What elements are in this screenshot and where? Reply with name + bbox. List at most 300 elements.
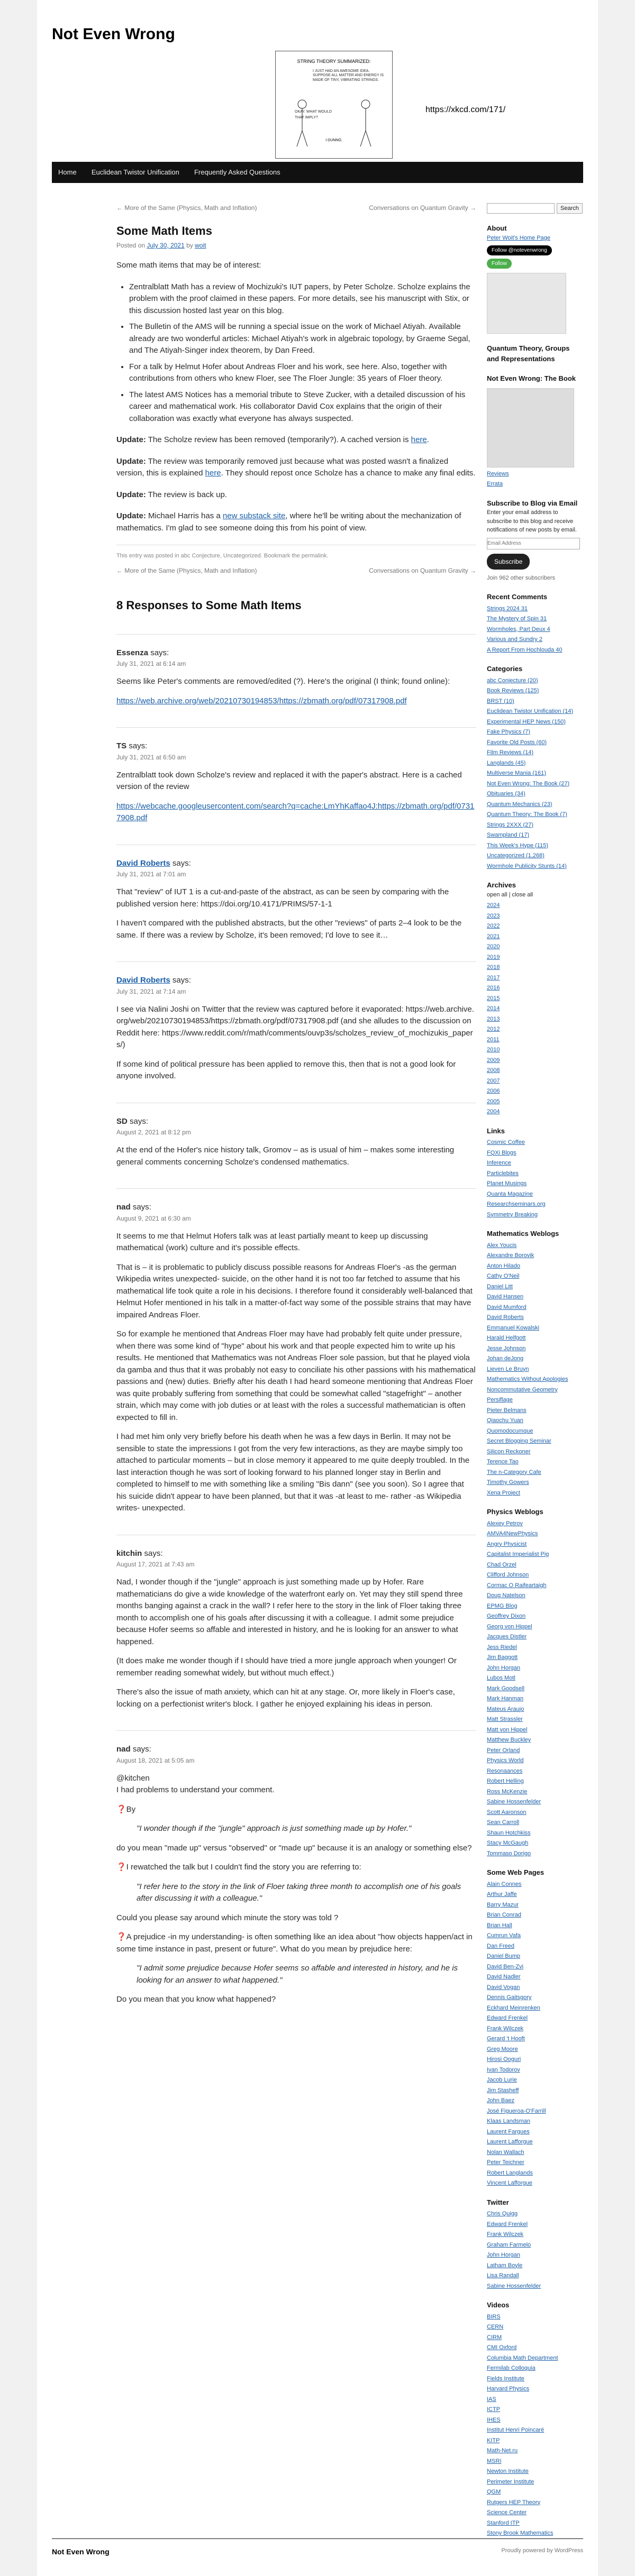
list-item — [487, 1427, 582, 1436]
web-page-link[interactable]: Ivan Todorov — [487, 2066, 520, 2073]
prev-post-link[interactable]: ← More of the Same (Physics, Math and Inflation) — [116, 566, 257, 574]
sidebar-link[interactable]: Particlebites — [487, 1170, 519, 1177]
web-page-link[interactable]: Frank Wilczek — [487, 2025, 524, 2032]
physics-blog-link[interactable]: Stacy McGaugh — [487, 1840, 529, 1846]
comic-end: I DUNNO. — [325, 139, 342, 142]
math-blog-link[interactable]: Jesse Johnson — [487, 1345, 526, 1352]
update-link[interactable]: new substack site — [222, 511, 286, 520]
video-link[interactable]: CMI Oxford — [487, 2344, 517, 2351]
web-page-link[interactable]: Laurent Fargues — [487, 2128, 530, 2135]
archive-year-link[interactable]: 2008 — [487, 1067, 500, 1074]
web-page-link[interactable]: Alain Connes — [487, 1881, 522, 1887]
math-blog-link[interactable]: Johan deJong — [487, 1355, 524, 1362]
comment-date[interactable]: July 31, 2021 at 6:50 am — [116, 753, 186, 761]
list-item — [487, 1581, 582, 1590]
comment: nad says: August 18, 2021 at 5:05 am @kitchen I had problems to understand your comment. ❓By "I wonder though if the "jungle" approach is just something made up by Hofer." do you mean "made up" versus "observed" or "made up" because it is an analogy or something else? ❓I rewatched the talk but I couldn't find the story you are referring to: "I refer here to the story in the link of Floer taking three month to accomplish one of his goals after discussing it with a colleague." Could you please say around which minute the story was told ? ❓A prejudice -in my understanding- is often something like an idea about "how objects happen/act in some time instance in past, present or future". What do you mean by prejudice here: "I admit some prejudice because Hofer seems so affable and interested in history, and he is looking for an answer to what happened." Do you mean that you know what happened? — [116, 1730, 476, 2006]
physics-blog-link[interactable]: Peter Orland — [487, 1747, 520, 1754]
list-item — [487, 748, 582, 757]
nav-home[interactable]: Home — [58, 168, 77, 176]
follow-button[interactable]: Follow — [487, 259, 512, 269]
list-item — [487, 1447, 582, 1456]
list-item — [487, 1880, 582, 1889]
math-blog-link[interactable]: Persiflage — [487, 1397, 513, 1403]
physics-blog-link[interactable]: Matt von Hippel — [487, 1726, 528, 1733]
archive-year-link[interactable]: 2005 — [487, 1098, 500, 1105]
physics-blog-link[interactable]: Tommaso Dorigo — [487, 1850, 531, 1857]
video-link[interactable]: Fermilab Colloquia — [487, 2365, 536, 2371]
sidebar-link[interactable]: Inference — [487, 1160, 511, 1166]
recent-comment-link[interactable]: Various and Sundry 2 — [487, 636, 542, 643]
comment-text: Zentralblatt took down Scholze's review and replaced it with the paper's abstract. Here is a cached version of the review — [116, 770, 462, 791]
archive-year-link[interactable]: 2022 — [487, 923, 500, 929]
book2-title: Not Even Wrong: The Book — [487, 374, 576, 382]
category-link[interactable]: Swampland (17) — [487, 832, 530, 838]
twitter-link[interactable]: Edward Frenkel — [487, 2221, 528, 2227]
archive-year-link[interactable]: 2024 — [487, 902, 500, 909]
video-link[interactable]: Fields Institute — [487, 2375, 524, 2382]
comment-text: (It does make me wonder though if I should have tried a more jungle approach when younger! Or remember reading somewhat widely, but without much effect.) — [116, 1656, 457, 1677]
update-1: Update: The Scholze review has been removed (temporarily?). A cached version is here. — [116, 435, 429, 444]
update-link[interactable]: here — [411, 435, 427, 444]
archive-year-link[interactable]: 2007 — [487, 1077, 500, 1084]
category-link[interactable]: This Week's Hype (115) — [487, 842, 549, 849]
video-link[interactable]: Rutgers HEP Theory — [487, 2499, 541, 2506]
category-link[interactable]: Langlands (45) — [487, 759, 526, 766]
video-link[interactable]: Institut Henri Poincaré — [487, 2427, 545, 2433]
recent-comment-link[interactable]: The Mystery of Spin 31 — [487, 616, 547, 622]
archive-year-link[interactable]: 2018 — [487, 964, 500, 970]
twitter-follow-button[interactable]: Follow @notevenwrong — [487, 245, 552, 255]
category-link[interactable]: Favorite Old Posts (60) — [487, 739, 547, 746]
search-input[interactable] — [487, 203, 555, 214]
list-item — [487, 1468, 582, 1477]
web-page-link[interactable]: Dan Freed — [487, 1942, 514, 1949]
comment-text: There's also the issue of math anxiety, which can hit at any stage. Or, more likely in Floer's case, locking on a perfectionist writer's block. I gather he enjoyed explaining his ideas in person. — [116, 1688, 455, 1709]
web-page-link[interactable]: Edward Frenkel — [487, 2015, 528, 2021]
comment-date[interactable]: August 2, 2021 at 8:12 pm — [116, 1129, 191, 1136]
recent-comment-link[interactable]: Wormholes, Part Deux 4 — [487, 626, 550, 632]
math-blog-link[interactable]: Alex Youcis — [487, 1242, 517, 1249]
list-item — [487, 1726, 582, 1735]
list-item — [487, 1808, 582, 1817]
list-item — [487, 974, 582, 983]
physics-blog-link[interactable]: Ross McKenzie — [487, 1788, 528, 1795]
math-blog-link[interactable]: Secret Blogging Seminar — [487, 1438, 551, 1444]
list-item — [487, 1798, 582, 1807]
archive-year-link[interactable]: 2011 — [487, 1036, 500, 1043]
physics-blog-link[interactable]: Matt Strassler — [487, 1716, 523, 1722]
sidebar — [487, 203, 582, 2540]
archive-year-link[interactable]: 2006 — [487, 1088, 500, 1094]
physics-blog-link[interactable]: AMVA4NewPhysics — [487, 1530, 538, 1537]
math-blog-link[interactable]: David Mumford — [487, 1304, 527, 1310]
video-link[interactable]: Newton Institute — [487, 2468, 529, 2474]
list-item — [487, 1107, 582, 1116]
list-item: • For a talk by Helmut Hofer about Andreas Floer and his work, see here. Also, together with contributions from others who knew Floer, see The Floer Jungle: 35 years of Floer theory. — [129, 361, 476, 385]
list-item — [487, 1489, 582, 1498]
category-link[interactable]: Quantum Theory: The Book (7) — [487, 811, 567, 818]
physics-blog-link[interactable]: Sean Carroll — [487, 1819, 520, 1826]
web-page-link[interactable]: José Figueroa-O'Farrill — [487, 2107, 546, 2114]
physics-blog-link[interactable]: Lubos Motl — [487, 1675, 515, 1681]
archive-year-link[interactable]: 2020 — [487, 943, 500, 950]
physics-blog-link[interactable]: Jim Baggott — [487, 1654, 518, 1661]
video-link[interactable]: BIRS — [487, 2313, 501, 2320]
archive-year-link[interactable]: 2014 — [487, 1005, 500, 1012]
comment-link[interactable]: https://web.archive.org/web/20210730194853/https://zbmath.org/pdf/07317908.pdf — [116, 696, 407, 705]
list-item — [487, 2405, 582, 2414]
physics-blog-link[interactable]: Mateus Araujo — [487, 1706, 524, 1712]
web-page-link[interactable]: Greg Moore — [487, 2046, 518, 2052]
post-author-link[interactable]: woit — [195, 242, 206, 249]
list-item: • The latest AMS Notices has a memorial tribute to Steve Zucker, with a detailed discussion of his career and mathematical work. His collaborator David Cox explains that the origin of their collaboration was exactly what everyone has always suspected. — [129, 389, 476, 425]
video-link[interactable]: Stony Brook Mathematics — [487, 2530, 554, 2536]
web-page-link[interactable]: Cumrun Vafa — [487, 1932, 521, 1939]
next-post-link[interactable]: Conversations on Quantum Gravity → — [369, 566, 476, 574]
list-item — [487, 769, 582, 778]
twitter-link[interactable]: John Horgan — [487, 2252, 520, 2258]
header-xkcd-link[interactable]: https://xkcd.com/171/ — [425, 105, 506, 114]
comment-author: nad — [116, 1203, 131, 1212]
list-item — [487, 738, 582, 747]
list-item — [487, 1241, 582, 1250]
comment-text: At the end of the Hofer's nice history talk, Gromov – as is usual of him – makes some interesting general comments concerning Scholze's condensed mathematics. — [116, 1145, 455, 1167]
archive-year-link[interactable]: 2016 — [487, 985, 500, 991]
list-item — [487, 1138, 582, 1147]
post-date-link[interactable]: July 30, 2021 — [147, 242, 185, 249]
comment: Essenza says: July 31, 2021 at 6:14 am Seems like Peter's comments are removed/edited (?). Here's the original (I think; found online): https://web.archive.org/web/20210730194853/https://zbmath.org/pdf/07317908.pdf — [116, 634, 476, 708]
physics-blog-link[interactable]: Angry Physicist — [487, 1541, 527, 1547]
list-item — [487, 2210, 582, 2219]
comment: kitchin says: August 17, 2021 at 7:43 am Nad, I wonder though if the "jungle" approach is just something made up by Hofer. Rare mathematicians do give a wide knowledge of the waterfront early on. Yet may they still spend three months banging against a crack in the wall? I refer here to the story in the link of Floer taking three month to accomplish one of his goals after discussing it with a colleague. I admit some prejudice because Hofer seems so affable and interested in history, and he is looking for an answer to what happened. (It does make me wonder though if I should have tried a more jungle approach when younger! Or remember reading somewhat widely, but without much effect.) There's also the issue of math anxiety, which can hit at any stage. Or, more likely in Floer's case, locking on a perfectionist writer's block. I gather he enjoyed explaining his ideas in person. — [116, 1535, 476, 1711]
list-item — [487, 1365, 582, 1374]
physics-blog-link[interactable]: Georg von Hippel — [487, 1623, 532, 1630]
web-page-link[interactable]: Barry Mazur — [487, 1901, 519, 1908]
video-link[interactable]: Stanford ITP — [487, 2519, 520, 2526]
video-link[interactable]: Science Center — [487, 2509, 527, 2516]
list-item — [487, 2107, 582, 2116]
math-blog-link[interactable]: Terence Tao — [487, 1459, 519, 1465]
list-item — [487, 2179, 582, 2188]
video-link[interactable]: IHES — [487, 2416, 501, 2423]
math-blog-link[interactable]: Lieven Le Bruyn — [487, 1365, 529, 1372]
video-link[interactable]: ICTP — [487, 2406, 501, 2413]
math-blog-link[interactable]: Pieter Belmans — [487, 1407, 527, 1414]
list-item — [487, 2076, 582, 2085]
list-item — [487, 1684, 582, 1693]
list-item — [487, 1550, 582, 1559]
comment-date[interactable]: August 9, 2021 at 6:30 am — [116, 1214, 191, 1222]
list-item — [487, 1169, 582, 1178]
recent-comment-link[interactable]: A Report From Hochlouda 40 — [487, 646, 563, 653]
physics-blog-link[interactable]: Jacques Distler — [487, 1634, 527, 1640]
video-link[interactable]: Perimeter Institute — [487, 2478, 534, 2485]
web-page-link[interactable]: Peter Teichner — [487, 2159, 524, 2166]
math-blog-link[interactable]: Mathematics Without Apologies — [487, 1376, 568, 1382]
physics-blog-link[interactable]: Shaun Hotchkiss — [487, 1829, 531, 1836]
list-item — [487, 1931, 582, 1940]
book-reviews-link[interactable]: Reviews — [487, 470, 509, 477]
twitter-link[interactable]: Chris Quigg — [487, 2211, 518, 2217]
category-link[interactable]: Experimental HEP News (150) — [487, 718, 566, 725]
math-blog-link[interactable]: Qiaochu Yuan — [487, 1417, 523, 1424]
math-blog-link[interactable]: Noncommutative Geometry — [487, 1386, 558, 1393]
next-post-link[interactable]: Conversations on Quantum Gravity → — [369, 204, 476, 212]
category-link[interactable]: Fake Physics (7) — [487, 729, 530, 735]
web-page-link[interactable]: Brian Conrad — [487, 1912, 521, 1918]
post-navigation-bottom — [116, 566, 476, 575]
math-blog-link[interactable]: Emmanuel Kowalski — [487, 1324, 540, 1331]
comment-text: ❓A prejudice -in my understanding- is often something like an idea about "how objects happen/act in some time instance in past, present or future". What do you mean by prejudice here: — [116, 1932, 473, 1954]
math-blog-link[interactable]: Timothy Gowers — [487, 1479, 529, 1486]
physics-blog-link[interactable]: Alexey Petrov — [487, 1520, 523, 1527]
web-page-link[interactable]: Vincent Lafforgue — [487, 2180, 532, 2186]
math-blog-link[interactable]: Quomodocumque — [487, 1427, 533, 1434]
physics-blog-link[interactable]: Geoffrey Dixon — [487, 1613, 526, 1619]
web-page-link[interactable]: John Baez — [487, 2097, 514, 2104]
archive-year-link[interactable]: 2021 — [487, 933, 500, 940]
twitter-link[interactable]: Frank Wilczek — [487, 2231, 524, 2238]
list-item — [487, 2066, 582, 2075]
responses-title: 8 Responses to Some Math Items — [116, 598, 302, 612]
sidebar-link[interactable]: Planet Musings — [487, 1180, 527, 1187]
list-item — [487, 2024, 582, 2033]
physics-blog-link[interactable]: Capitalist Imperialist Pig — [487, 1551, 549, 1557]
book-errata-link[interactable]: Errata — [487, 481, 503, 487]
web-page-link[interactable]: Laurent Lafforgue — [487, 2139, 533, 2145]
math-blog-link[interactable]: Harald Helfgott — [487, 1335, 526, 1341]
physics-blog-link[interactable]: Mark Hanman — [487, 1695, 524, 1702]
twitter-link[interactable]: Lisa Randall — [487, 2272, 519, 2279]
web-page-link[interactable]: Arthur Jaffe — [487, 1891, 517, 1897]
physics-blog-link[interactable]: Scott Aaronson — [487, 1809, 527, 1816]
archive-year-link[interactable]: 2010 — [487, 1047, 500, 1053]
comment-text: I had problems to understand your comment. — [116, 1785, 275, 1794]
physics-blog-link[interactable]: John Horgan — [487, 1664, 520, 1671]
list-item — [487, 2251, 582, 2260]
list-item — [487, 697, 582, 706]
physics-blog-link[interactable]: Resonaances — [487, 1767, 523, 1774]
video-link[interactable]: Columbia Math Department — [487, 2354, 558, 2361]
web-page-link[interactable]: Klaas Landsman — [487, 2118, 530, 2124]
list-item — [487, 1787, 582, 1796]
list-item — [487, 1035, 582, 1044]
math-blog-link[interactable]: Cathy O'Neil — [487, 1273, 520, 1279]
archive-year-link[interactable]: 2023 — [487, 912, 500, 919]
math-blog-link[interactable]: Anton Hilado — [487, 1262, 520, 1269]
video-link[interactable]: MSRI — [487, 2458, 502, 2464]
category-link[interactable]: Film Reviews (14) — [487, 749, 534, 756]
video-link[interactable]: QGM — [487, 2489, 501, 2495]
web-page-link[interactable]: David Nadler — [487, 1974, 521, 1980]
prev-post-link[interactable]: ← More of the Same (Physics, Math and Inflation) — [116, 204, 257, 212]
about-link[interactable]: Peter Woit's Home Page — [487, 234, 550, 241]
web-page-link[interactable]: Eckhard Meinrenken — [487, 2004, 540, 2011]
physics-blog-link[interactable]: Robert Helling — [487, 1778, 524, 1784]
sidebar-link[interactable]: FQXi Blogs — [487, 1149, 516, 1156]
web-page-link[interactable]: Brian Hall — [487, 1922, 512, 1929]
list-item — [487, 1602, 582, 1611]
category-link[interactable]: Quantum Mechanics (23) — [487, 801, 552, 808]
comment-quote: "I refer here to the story in the link of Floer taking three month to accomplish one of his goals after discussing it with a colleague." — [137, 1882, 461, 1903]
categories-list — [487, 676, 582, 871]
list-item — [487, 1159, 582, 1168]
comment-text: Could you please say around which minute the story was told ? — [116, 1913, 339, 1922]
list-item — [487, 1571, 582, 1580]
comment: David Roberts says: July 31, 2021 at 7:14 am I see via Nalini Joshi on Twitter that the review was captured before it evaporated: https://web.archive.org/web/20210730194853/https://zbmath.org/pdf/07317908.pdf (and she alludes to the discussion on Reddit here: https://www.reddit.com/r/math/comments/ouvp3s/scholzes_review_of_mochizukis_papers/) If some kind of political pressure has been applied to remove this, then that is not a good look for anyone involved. — [116, 961, 476, 1083]
sidebar-link[interactable]: Symmetry Breaking — [487, 1211, 538, 1218]
list-item — [487, 1396, 582, 1405]
list-item — [487, 1056, 582, 1065]
web-page-link[interactable]: Daniel Bump — [487, 1953, 520, 1959]
archive-year-link[interactable]: 2019 — [487, 954, 500, 960]
list-item — [487, 1292, 582, 1301]
physics-blog-link[interactable]: EPMG Blog — [487, 1602, 518, 1609]
physics-blog-link[interactable]: Sabine Hossenfelder — [487, 1799, 541, 1805]
sidebar-link[interactable]: Quanta Magazine — [487, 1190, 533, 1197]
math-blog-link[interactable]: Silicon Reckoner — [487, 1448, 531, 1455]
comment-author[interactable]: David Roberts — [116, 858, 170, 868]
comment-date[interactable]: July 31, 2021 at 7:01 am — [116, 870, 186, 878]
math-blog-link[interactable]: David Hansen — [487, 1294, 524, 1300]
archive-year-link[interactable]: 2009 — [487, 1057, 500, 1064]
list-item — [487, 2045, 582, 2054]
archive-year-link[interactable]: 2015 — [487, 995, 500, 1002]
archive-year-link[interactable]: 2012 — [487, 1026, 500, 1032]
comic-text: I JUST HAD AN AWESOME IDEA. SUPPOSE ALL MATTER AND ENERGY IS MADE OF TINY, VIBRATING STRINGS. — [313, 69, 384, 82]
video-link[interactable]: IAS — [487, 2396, 496, 2403]
physics-blog-link[interactable]: Doug Natelson — [487, 1592, 525, 1599]
twitter-link[interactable]: Graham Farmelo — [487, 2241, 531, 2248]
math-blog-link[interactable]: Daniel Litt — [487, 1283, 513, 1290]
archive-year-link[interactable]: 2017 — [487, 974, 500, 981]
web-page-link[interactable]: Hirosi Ooguri — [487, 2056, 521, 2062]
video-link[interactable]: KITP — [487, 2437, 500, 2444]
physics-blog-link[interactable]: Mark Goodsell — [487, 1685, 524, 1692]
video-link[interactable]: CIRM — [487, 2334, 502, 2341]
footer-site-title[interactable]: Not Even Wrong — [52, 2547, 110, 2556]
update-2: Update: The review was temporarily removed just because what was posted wasn't a finalized version, this is explained here. They should repost once Scholze has a chance to make any final edits. — [116, 456, 476, 478]
email-field[interactable] — [487, 538, 580, 549]
physics-blog-link[interactable]: Matthew Buckley — [487, 1737, 531, 1743]
nav-euclidean-twistor[interactable]: Euclidean Twistor Unification — [91, 168, 179, 176]
list-item — [487, 1272, 582, 1281]
list-item — [487, 2261, 582, 2270]
web-page-link[interactable]: Gerard 't Hooft — [487, 2036, 525, 2042]
footer-powered-by[interactable]: Proudly powered by WordPress — [501, 2547, 583, 2554]
list-item — [487, 1540, 582, 1549]
physics-blog-link[interactable]: Chad Orzel — [487, 1561, 516, 1568]
list-item — [487, 1591, 582, 1600]
list-item: • The Bulletin of the AMS will be running a special issue on the work of Michael Atiyah. Available already are two wonderful articles: Michael Atiyah's work in algebraic topology, by Graeme Segal, and The Atiyah-Singer index theorem, by Dan Freed. — [129, 321, 476, 357]
sidebar-link[interactable]: Researchseminars.org — [487, 1201, 546, 1207]
list-item — [487, 2148, 582, 2157]
update-link[interactable]: here — [205, 469, 221, 478]
list-item — [487, 1149, 582, 1158]
search-form — [487, 203, 582, 214]
subscribe-button[interactable]: Subscribe — [487, 554, 530, 570]
category-link[interactable]: Uncategorized (1,268) — [487, 852, 545, 859]
page — [37, 0, 598, 2576]
comment-author[interactable]: David Roberts — [116, 976, 170, 985]
book1-title: Quantum Theory, Groups and Representations — [487, 344, 570, 363]
category-link[interactable]: Euclidean Twistor Unification (14) — [487, 708, 574, 714]
nav-faq[interactable]: Frequently Asked Questions — [194, 168, 280, 176]
physics-blog-link[interactable]: Physics World — [487, 1757, 524, 1764]
web-page-link[interactable]: Dennis Gaitsgory — [487, 1994, 532, 2001]
web-page-link[interactable]: David Ben-Zvi — [487, 1963, 524, 1970]
list-item — [487, 1746, 582, 1755]
site-footer — [52, 2538, 583, 2557]
video-link[interactable]: CERN — [487, 2324, 504, 2330]
site-title[interactable]: Not Even Wrong — [52, 25, 175, 43]
comment-author: kitchin — [116, 1548, 142, 1558]
archives-toggle[interactable]: open all | close all — [487, 891, 533, 898]
search-button[interactable]: Search — [557, 203, 583, 214]
category-link[interactable]: Multiverse Mania (161) — [487, 770, 546, 776]
list-item — [487, 2508, 582, 2517]
comment-date[interactable]: July 31, 2021 at 7:14 am — [116, 987, 186, 995]
list-item — [487, 1963, 582, 1972]
video-link[interactable]: Harvard Physics — [487, 2386, 530, 2392]
category-link[interactable]: BRST (10) — [487, 698, 514, 704]
comment-text: That "review" of IUT 1 is a cut-and-paste of the abstract, as can be seen by comparing with the published version here: https://doi.org/10.4171/PRIMS/57-1-1 — [116, 887, 449, 909]
archive-year-link[interactable]: 2004 — [487, 1108, 500, 1115]
comment-date[interactable]: August 17, 2021 at 7:43 am — [116, 1561, 195, 1568]
book-cover-image[interactable] — [487, 273, 566, 334]
math-blog-link[interactable]: Alexandre Borovik — [487, 1252, 534, 1259]
list-item — [487, 1200, 582, 1209]
category-link[interactable]: Strings 2XXX (27) — [487, 821, 534, 828]
category-link[interactable]: Book Reviews (125) — [487, 687, 539, 694]
comment-date[interactable]: July 31, 2021 at 6:14 am — [116, 660, 186, 667]
web-page-link[interactable]: David Vogan — [487, 1984, 520, 1991]
book2-cover-image[interactable] — [487, 388, 574, 467]
comment-link[interactable]: https://webcache.googleusercontent.com/search?q=cache:LmYhKaffao4J:https://zbmath.org/pdf/07317908.pdf — [116, 801, 475, 822]
web-page-link[interactable]: Robert Langlands — [487, 2169, 533, 2176]
web-page-link[interactable]: Jim Stasheff — [487, 2087, 519, 2094]
list-item — [487, 1324, 582, 1333]
math-blog-link[interactable]: David Roberts — [487, 1314, 524, 1321]
twitter-link[interactable]: Sabine Hossenfelder — [487, 2282, 541, 2289]
list-item — [487, 2354, 582, 2363]
category-link[interactable]: Obituaries (34) — [487, 791, 525, 797]
web-page-link[interactable]: Nolan Wallach — [487, 2149, 524, 2156]
category-link[interactable]: abc Conjecture (20) — [487, 677, 538, 684]
category-link[interactable]: Wormhole Publicity Stunts (14) — [487, 863, 567, 869]
physics-blog-link[interactable]: Jess Riedel — [487, 1644, 517, 1651]
web-page-link[interactable]: Jacob Lurie — [487, 2077, 517, 2083]
post-bullets — [129, 281, 476, 425]
list-item — [487, 1406, 582, 1415]
sidebar-link[interactable]: Cosmic Coffee — [487, 1139, 525, 1145]
list-item — [487, 1942, 582, 1951]
physics-blog-link[interactable]: Clifford Johnson — [487, 1572, 529, 1578]
category-link[interactable]: Not Even Wrong: The Book (27) — [487, 780, 570, 787]
archives-list — [487, 901, 582, 1116]
video-link[interactable]: Math-Net.ru — [487, 2447, 518, 2454]
comment-date[interactable]: August 18, 2021 at 5:05 am — [116, 1756, 195, 1764]
list-item — [487, 1911, 582, 1920]
math-blog-link[interactable]: Xena Project — [487, 1489, 520, 1496]
math-blog-link[interactable]: The n-Category Cafe — [487, 1469, 541, 1475]
recent-comment-link[interactable]: Strings 2024 31 — [487, 605, 528, 612]
archive-year-link[interactable]: 2013 — [487, 1015, 500, 1022]
twitter-link[interactable]: Latham Boyle — [487, 2262, 523, 2269]
physics-blog-link[interactable]: Cormac O Raifeartaigh — [487, 1582, 547, 1589]
update-4: Update: Michael Harris has a new substack site, where he'll be writing about the mechanization of mathematics. I'm glad to see someone doing this from his point of view. — [116, 511, 461, 533]
list-item — [487, 1643, 582, 1652]
